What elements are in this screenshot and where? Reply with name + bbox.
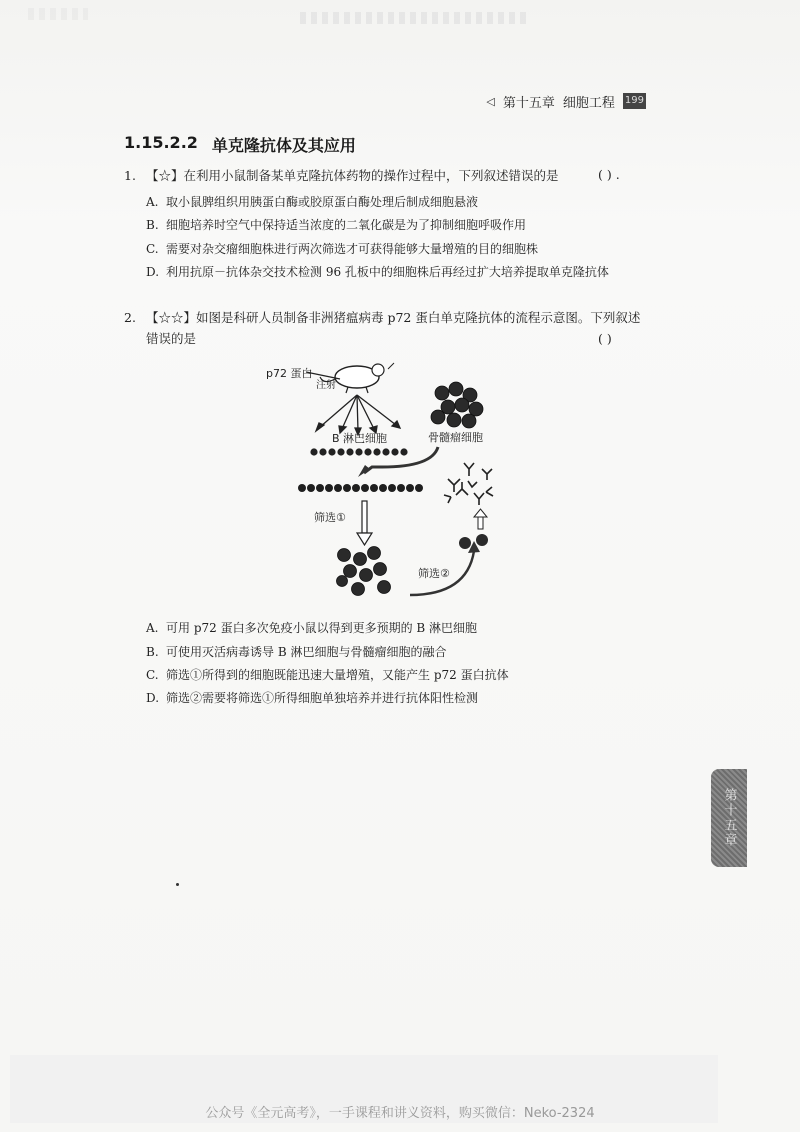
footer-watermark: 公众号《全元高考》，一手课程和讲义资料，购买微信：Neko-2324 xyxy=(205,1106,595,1121)
question-1 xyxy=(124,165,604,186)
screen1-arrow xyxy=(357,501,372,545)
option-a: A. 可用 p72 蛋白多次免疫小鼠以得到更多预期的 B 淋巴细胞 xyxy=(146,621,478,635)
myeloma-cell-cluster xyxy=(431,382,483,428)
hybridoma-cell-cluster xyxy=(337,547,391,596)
fused-cell-row xyxy=(298,484,423,492)
fan-arrows xyxy=(316,395,400,435)
triangle-icon: ◁ xyxy=(486,94,495,108)
option-b: B. 细胞培养时空气中保持适当浓度的二氧化碳是为了抑制细胞呼吸作用 xyxy=(146,218,527,232)
question-number: 1. xyxy=(124,168,136,183)
question-stem: 【☆☆】如图是科研人员制备非洲猪瘟病毒 p72 蛋白单克隆抗体的流程示意图。下列叙述 xyxy=(146,310,641,325)
option-d: D. 筛选②需要将筛选①所得细胞单独培养并进行抗体阳性检测 xyxy=(146,691,479,705)
question-2 xyxy=(124,307,654,349)
chapter-label: 第十五章 xyxy=(502,95,555,111)
section-name: 单克隆抗体及其应用 xyxy=(211,136,356,155)
b-cell-label: B 淋巴细胞 xyxy=(332,432,388,445)
question-stem: 【☆】在利用小鼠制备某单克隆抗体药物的操作过程中，下列叙述错误的是 xyxy=(146,168,559,183)
p72-label: p72 蛋白 xyxy=(266,367,313,380)
option-d: D. 利用抗原－抗体杂交技术检测 96 孔板中的细胞株后再经过扩大培养提取单克隆抗体 xyxy=(146,265,609,279)
answer-blank: ( ) xyxy=(598,331,612,346)
screen2-label: 筛选② xyxy=(418,567,450,580)
scan-speck xyxy=(176,883,179,886)
option-b: B. 可使用灭活病毒诱导 B 淋巴细胞与骨髓瘤细胞的融合 xyxy=(146,645,447,659)
myeloma-label: 骨髓瘤细胞 xyxy=(428,431,483,444)
b-cell-row xyxy=(310,448,407,455)
scan-smudge xyxy=(300,12,530,24)
answer-blank: ( ) . xyxy=(598,167,620,182)
page-number: 199 xyxy=(623,93,646,109)
topic-label: 细胞工程 xyxy=(562,95,615,111)
section-number: 1.15.2.2 xyxy=(124,133,198,152)
running-header xyxy=(486,91,646,111)
flow-diagram xyxy=(262,355,522,610)
inject-label: 注射 xyxy=(316,380,336,391)
section-title xyxy=(124,133,356,156)
chapter-side-tab xyxy=(711,769,747,867)
option-c: C. 筛选①所得到的细胞既能迅速大量增殖，又能产生 p72 蛋白抗体 xyxy=(146,668,509,682)
question-number: 2. xyxy=(124,310,136,325)
up-arrow xyxy=(474,509,487,529)
option-c: C. 需要对杂交瘤细胞株进行两次筛选才可获得能够大量增殖的目的细胞株 xyxy=(146,242,539,256)
side-tab-label: 第十五章 xyxy=(721,788,737,848)
screen1-label: 筛选① xyxy=(314,511,346,524)
scan-smudge xyxy=(28,8,88,20)
antibody-icons xyxy=(444,463,493,505)
question-stem-line2: 错误的是 xyxy=(146,331,197,346)
option-a: A. 取小鼠脾组织用胰蛋白酶或胶原蛋白酶处理后制成细胞悬液 xyxy=(146,195,479,209)
